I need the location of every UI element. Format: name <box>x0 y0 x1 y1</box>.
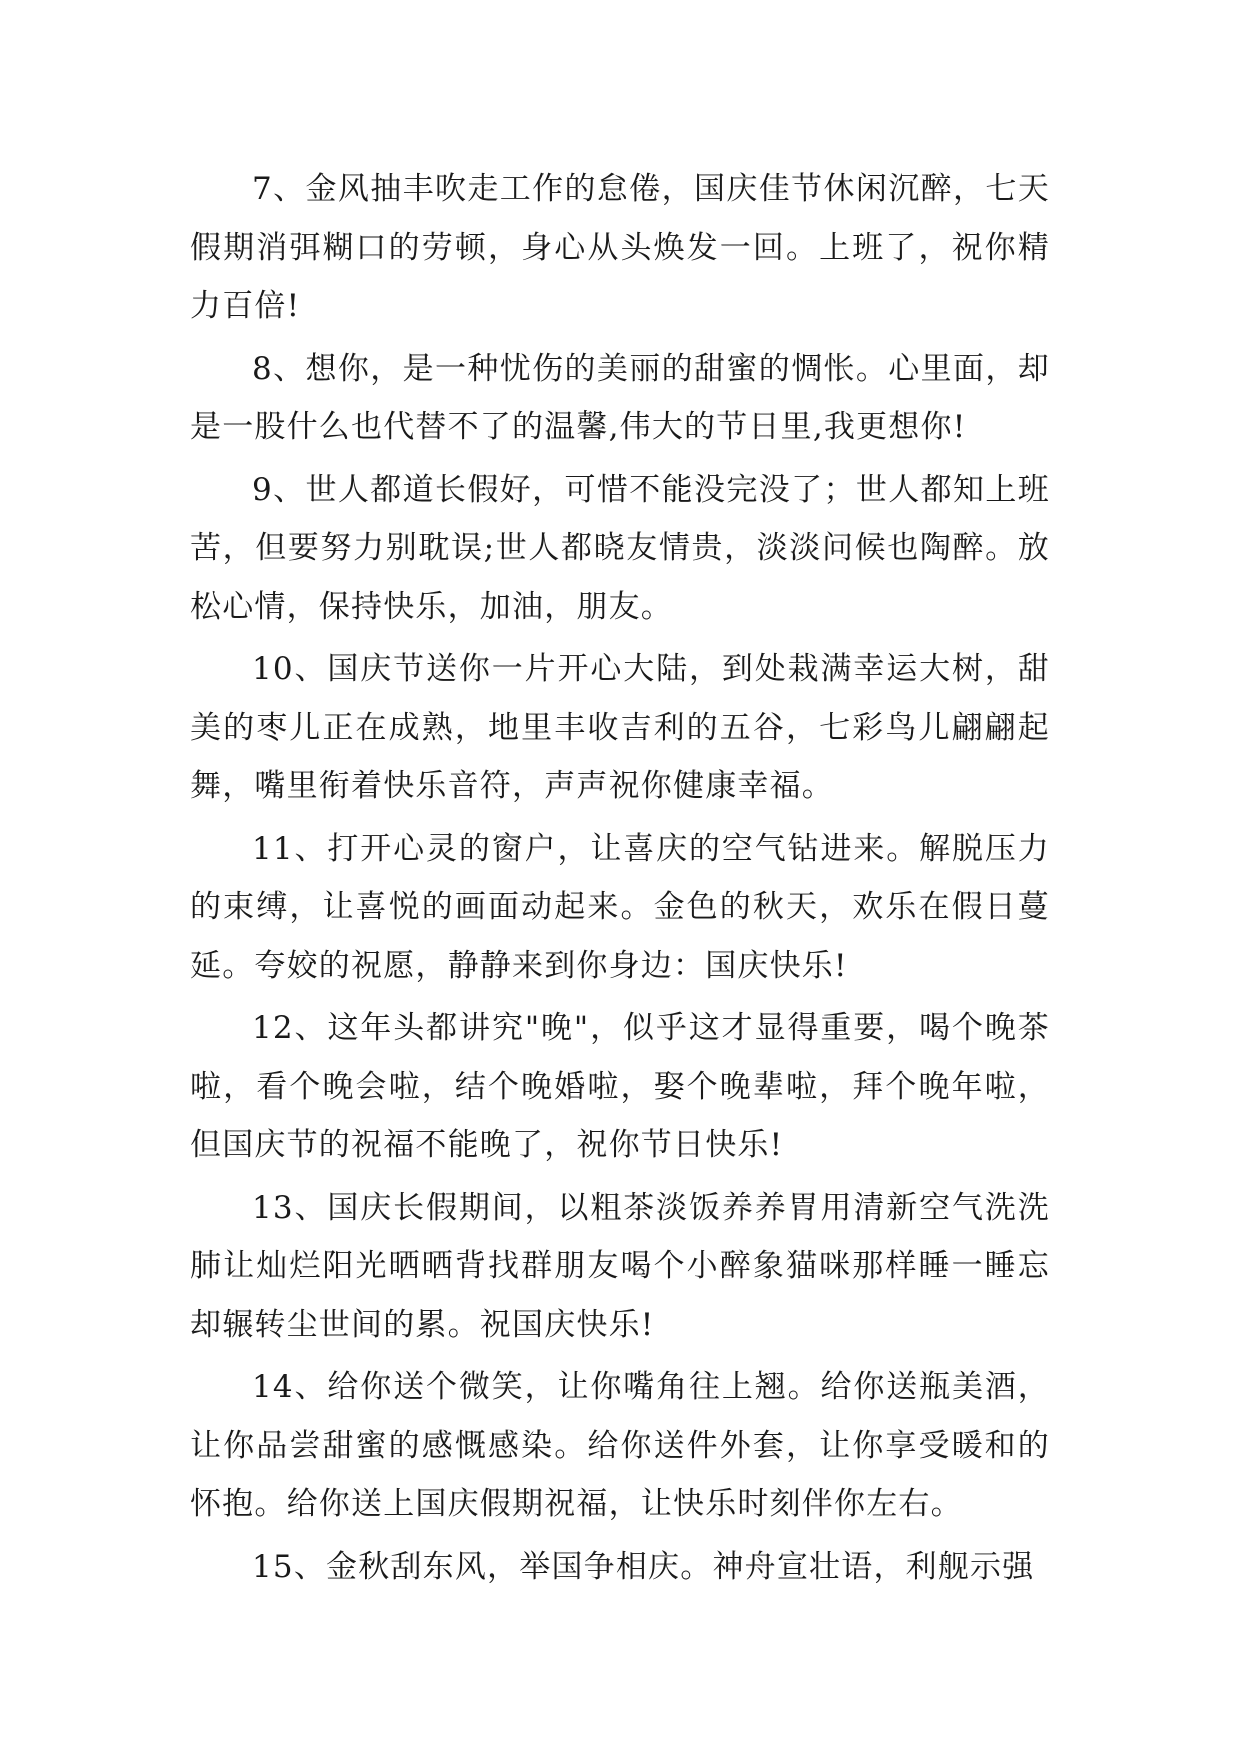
paragraph-14: 14、给你送个微笑，让你嘴角往上翘。给你送瓶美酒，让你品尝甜蜜的感慨感染。给你送件外套，让你享受暖和的怀抱。给你送上国庆假期祝福，让快乐时刻伴你左右。 <box>190 1369 1050 1522</box>
paragraph-8: 8、想你，是一种忧伤的美丽的甜蜜的惆怅。心里面，却是一股什么也代替不了的温馨,伟大的节日里,我更想你! <box>190 350 1050 445</box>
paragraph-10: 10、国庆节送你一片开心大陆，到处栽满幸运大树，甜美的枣儿正在成熟，地里丰收吉利的五谷，七彩鸟儿翩翩起舞，嘴里衔着快乐音符，声声祝你健康幸福。 <box>190 651 1050 804</box>
paragraph-9: 9、世人都道长假好，可惜不能没完没了；世人都知上班苦，但要努力别耽误;世人都晓友情贵，淡淡问候也陶醉。放松心情，保持快乐，加油，朋友。 <box>190 471 1050 625</box>
paragraph-11: 11、打开心灵的窗户，让喜庆的空气钻进来。解脱压力的束缚，让喜悦的画面动起来。金色的秋天，欢乐在假日蔓延。夸姣的祝愿，静静来到你身边：国庆快乐! <box>190 830 1050 984</box>
paragraph-13: 13、国庆长假期间，以粗茶淡饭养养胃用清新空气洗洗肺让灿烂阳光晒晒背找群朋友喝个小醉象猫咪那样睡一睡忘却辗转尘世间的累。祝国庆快乐! <box>190 1189 1050 1343</box>
paragraph-12: 12、这年头都讲究"晚"，似乎这才显得重要，喝个晚茶啦，看个晚会啦，结个晚婚啦，娶个晚辈啦，拜个晚年啦，但国庆节的祝福不能晚了，祝你节日快乐! <box>190 1010 1050 1163</box>
paragraph-15: 15、金秋刮东风，举国争相庆。神舟宣壮语，利舰示强 <box>252 1548 1035 1585</box>
document-body <box>190 160 1050 1600</box>
paragraph-7: 7、金风抽丰吹走工作的怠倦，国庆佳节休闲沉醉，七天假期消弭糊口的劳顿，身心从头焕发一回。上班了，祝你精力百倍! <box>190 171 1050 324</box>
